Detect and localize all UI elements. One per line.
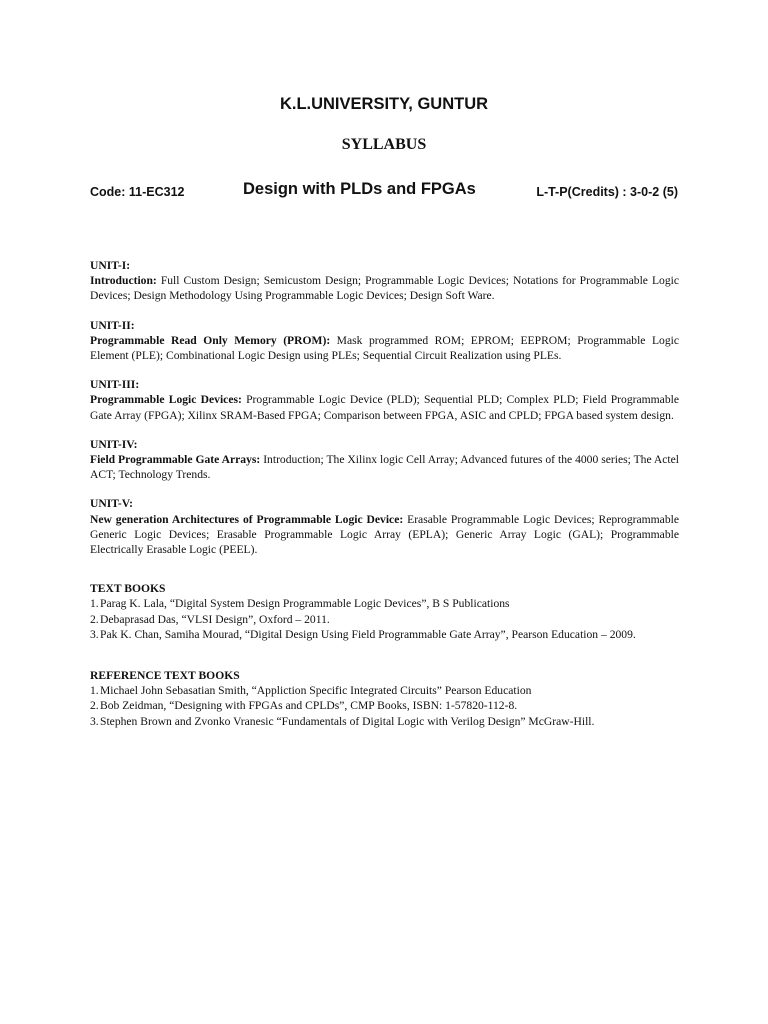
unit-body <box>90 333 679 363</box>
list-item-number: 1. <box>90 684 99 698</box>
unit-topic: Introduction: <box>90 274 157 288</box>
unit-label: UNIT-III: <box>90 378 140 392</box>
list-item <box>90 698 679 713</box>
list-item-text: Parag K. Lala, “Digital System Design Programmable Logic Devices”, B S Publications <box>100 597 510 611</box>
unit-label: UNIT-I: <box>90 259 131 272</box>
list-item-number: 3. <box>90 714 99 728</box>
list-item-text: Stephen Brown and Zvonko Vranesic “Fundamentals of Digital Logic with Verilog Design” McGraw-Hill. <box>100 714 595 728</box>
list-item-number: 2. <box>90 612 99 626</box>
list-item <box>90 612 679 627</box>
list-item-number: 1. <box>90 597 99 611</box>
unit-body <box>90 512 679 558</box>
unit-body <box>90 273 679 303</box>
unit-text: Full Custom Design; Semicustom Design; Programmable Logic Devices; Notations for Programmable Logic Devices; Design Methodology Using Programmable Logic Devices; Design Soft Ware. <box>90 274 679 303</box>
list-item-number: 3. <box>90 627 99 641</box>
course-credits: L-T-P(Credits) : 3-0-2 (5) <box>536 185 678 199</box>
list-item-number: 2. <box>90 699 99 713</box>
unit-3 <box>90 377 679 423</box>
unit-body <box>90 452 679 482</box>
text-books-heading: TEXT BOOKS <box>90 582 166 596</box>
unit-1 <box>90 258 679 304</box>
unit-topic: Programmable Read Only Memory (PROM): <box>90 333 331 347</box>
unit-label: UNIT-IV: <box>90 437 138 451</box>
unit-topic: New generation Architectures of Programmable Logic Device: <box>90 512 404 526</box>
course-info-row <box>90 180 680 206</box>
list-item <box>90 683 679 698</box>
unit-5 <box>90 496 679 557</box>
unit-2 <box>90 318 679 364</box>
syllabus-heading: SYLLABUS <box>341 136 427 153</box>
list-item <box>90 596 679 611</box>
reference-books-heading: REFERENCE TEXT BOOKS <box>90 669 240 683</box>
unit-text: Erasable Programmable Logic Devices; Reprogrammable Generic Logic Devices; Erasable Programmable Logic Array (EPLA); Generic Array Logic (GAL); Programmable Electrically Erasable Logic (PEEL). <box>90 512 679 557</box>
unit-text: Programmable Logic Device (PLD); Sequential PLD; Complex PLD; Field Programmable Gate Array (FPGA); Xilinx SRAM-Based FPGA; Comparison between FPGA, ASIC and CPLD; FPGA based system design. <box>90 393 679 422</box>
unit-text: Introduction; The Xilinx logic Cell Array; Advanced futures of the 4000 series; The Actel ACT; Technology Trends. <box>90 453 680 482</box>
unit-topic: Programmable Logic Devices: <box>90 393 242 407</box>
reference-books-section <box>90 668 679 729</box>
unit-label: UNIT-II: <box>90 318 135 332</box>
course-code: Code: 11-EC312 <box>90 185 185 199</box>
list-item <box>90 627 679 642</box>
course-title: Design with PLDs and FPGAs <box>243 180 476 198</box>
unit-4 <box>90 437 679 483</box>
list-item-text: Michael John Sebasatian Smith, “Appliction Specific Integrated Circuits” Pearson Education <box>100 684 532 698</box>
unit-topic: Field Programmable Gate Arrays: <box>90 453 261 467</box>
unit-text: Mask programmed ROM; EPROM; EEPROM; Programmable Logic Element (PLE); Combinational Logic Design using PLEs; Sequential Circuit Realization using PLEs. <box>90 333 679 363</box>
text-books-list <box>90 596 679 642</box>
syllabus-content <box>90 258 679 729</box>
university-title: K.L.UNIVERSITY, GUNTUR <box>279 95 489 113</box>
list-item-text: Bob Zeidman, “Designing with FPGAs and CPLDs”, CMP Books, ISBN: 1-57820-112-8. <box>100 699 518 713</box>
list-item <box>90 714 679 729</box>
reference-books-list <box>90 683 679 729</box>
list-item-text: Debaprasad Das, “VLSI Design”, Oxford – 2011. <box>100 612 330 626</box>
list-item-text: Pak K. Chan, Samiha Mourad, “Digital Design Using Field Programmable Gate Array”, Pearson Education – 2009. <box>100 627 636 641</box>
unit-body <box>90 392 679 422</box>
unit-label: UNIT-V: <box>90 497 133 511</box>
